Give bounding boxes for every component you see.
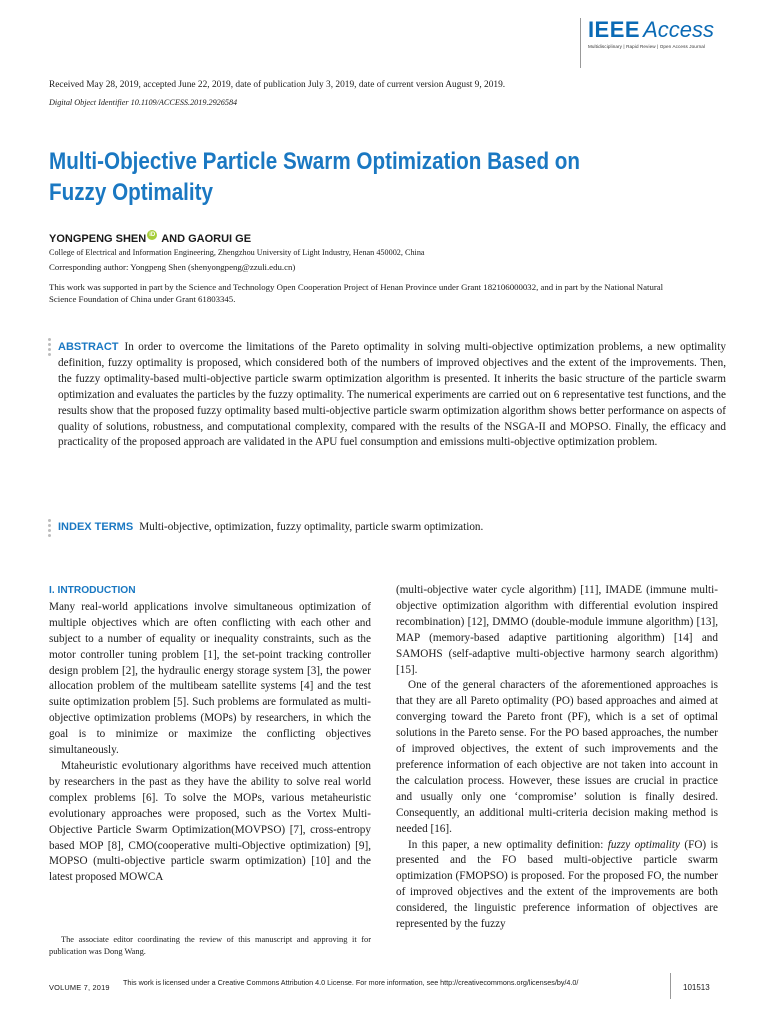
intro-paragraph-1: Many real-world applications involve simultaneous optimization of multiple objectives which are often conflicting with each other and subject to a number of equality or inequality constraints, such as the motor controller tuning problem [1], the set-point tracking controller design problem [2], the hydraulic energy storage system [3], the power allocation problem of the multibeam satellite systems [4] and the test suite optimization problem [5]. Such problems are formulated as multi-objective optimization problems (MOPs) by researchers, in which the goal is to minimize or maximize the conflicting objectives simultaneously.	[49, 600, 371, 757]
p5-emphasis: fuzzy optimality	[607, 838, 680, 851]
intro-paragraph-4: One of the general characters of the aforementioned approaches is that they are all Pareto optimality (PO) based approaches and aimed at converging toward the Pareto front (PF), which is a set of optimal solutions in the Pareto sense. For the PO based approaches, the number of improved objectives, the extent of such improvements and the preference information of each objective are not taken into account in the calculation process. However, these issues are crucial in practice and usually only one ‘compromise’ solution is finally desired. Consequently, an additional multi-criteria decision making method is needed [16].	[396, 679, 718, 835]
corresponding-author: Corresponding author: Yongpeng Shen (shenyongpeng@zzuli.edu.cn)	[49, 262, 296, 272]
author-line	[49, 233, 251, 245]
intro-paragraph-5	[396, 838, 718, 933]
index-terms-dots-icon	[48, 519, 52, 539]
section-heading: I. INTRODUCTION	[49, 585, 136, 596]
abstract-dots-icon	[48, 338, 52, 358]
index-terms-text: Multi-objective, optimization, fuzzy optimality, particle swarm optimization.	[139, 521, 484, 533]
p5-rest: (FO) is presented and the FO based multi-objective particle swarm optimization (FMOPSO) is proposed. For the proposed FO, the number of improved objectives and the extent of the improvements are both considered, the linguistic preference information of objectives are represented by the fuzzy	[396, 838, 718, 931]
page-footer	[0, 978, 768, 998]
affiliation: College of Electrical and Information Engineering, Zhengzhou University of Light Industry, Henan 450002, China	[49, 248, 425, 257]
doi-line: Digital Object Identifier 10.1109/ACCESS.2019.2926584	[49, 98, 238, 107]
left-column	[49, 583, 371, 886]
p5-start: In this paper, a new optimality definition:	[408, 838, 608, 851]
intro-paragraph-3: (multi-objective water cycle algorithm) [11], IMADE (immune multi-objective optimization algorithm with differential evolution inspired recombination) [12], DMMO (double-module immune algorithm) [13], MAP (memory-based adaptive partitioning algorithm) [14] and SAMOHS (self-adaptive multi-objective harmony search algorithm) [15].	[396, 584, 718, 676]
logo-access-text: Access	[643, 17, 714, 42]
index-terms	[58, 521, 726, 533]
orcid-icon[interactable]: iD	[149, 232, 156, 238]
volume-label: VOLUME 7, 2019	[49, 983, 110, 992]
page-number: 101513	[683, 983, 710, 992]
editor-footnote: The associate editor coordinating the review of this manuscript and approving it for publication was Dong Wang.	[49, 935, 371, 956]
author-2: AND GAORUI GE	[161, 233, 252, 245]
logo-divider	[580, 18, 581, 68]
author-1: YONGPENG SHEN	[49, 233, 147, 245]
abstract-label: ABSTRACT	[58, 341, 119, 353]
paper-title: Multi-Objective Particle Swarm Optimization Based on Fuzzy Optimality	[49, 148, 581, 206]
logo-ieee-text: IEEE	[587, 17, 641, 42]
received-dates: Received May 28, 2019, accepted June 22, 2019, date of publication July 3, 2019, date of current version August 9, 2019.	[49, 80, 506, 90]
page-number-divider	[670, 973, 671, 999]
logo-tagline: Multidisciplinary | Rapid Review | Open Access Journal	[587, 44, 705, 49]
index-terms-label: INDEX TERMS	[58, 521, 134, 533]
journal-logo	[588, 18, 714, 49]
funding-statement: This work was supported in part by the Science and Technology Open Cooperation Project of Henan Province under Grant 182106000032, and in part by the National Natural Science Foundation of China under Grant 61803345.	[49, 282, 664, 304]
intro-paragraph-2: Mtaheuristic evolutionary algorithms have received much attention by researchers in the past as they have the ability to solve real world complex problems [6]. To solve the MOPs, various metaheuristic evolutionary approaches were proposed, such as the Vortex Multi-Objective Particle Swarm Optimization(MOVPSO) [7], cross-entropy based MOP [8], CMO(cooperative multi-Objective optimization) [9], MOPSO (multi-objective particle swarm optimization) [10] and the latest proposed MOWCA	[49, 759, 371, 884]
right-column	[396, 583, 718, 933]
abstract-text: In order to overcome the limitations of the Pareto optimality in solving multi-objective optimization problems, a new optimality definition, fuzzy optimality is proposed, which considered both of the numbers of improved objectives and the extent of the improvements. Then, the fuzzy optimality-based multi-objective particle swarm optimization algorithm is presented. It inherits the basic structure of the particle swarm optimization and evaluates the particles by the fuzzy optimality. The numerical experiments are carried out on 6 representative test functions, and the results show that the proposed fuzzy optimality based multi-objective particle swarm optimization algorithm shows better performance on aspects of quality of solutions, robustness, and computational complexity, compared with the results of the NSGA-II and MOPSO. Finally, the efficacy and practicality of the proposed approach are validated in the APU fuel consumption and emissions multi-objective optimization problem.	[58, 341, 726, 449]
abstract	[58, 340, 726, 451]
license-notice[interactable]: This work is licensed under a Creative Commons Attribution 4.0 License. For more information, see http://creativecommons.org/licenses/by/4.0/	[123, 978, 579, 987]
